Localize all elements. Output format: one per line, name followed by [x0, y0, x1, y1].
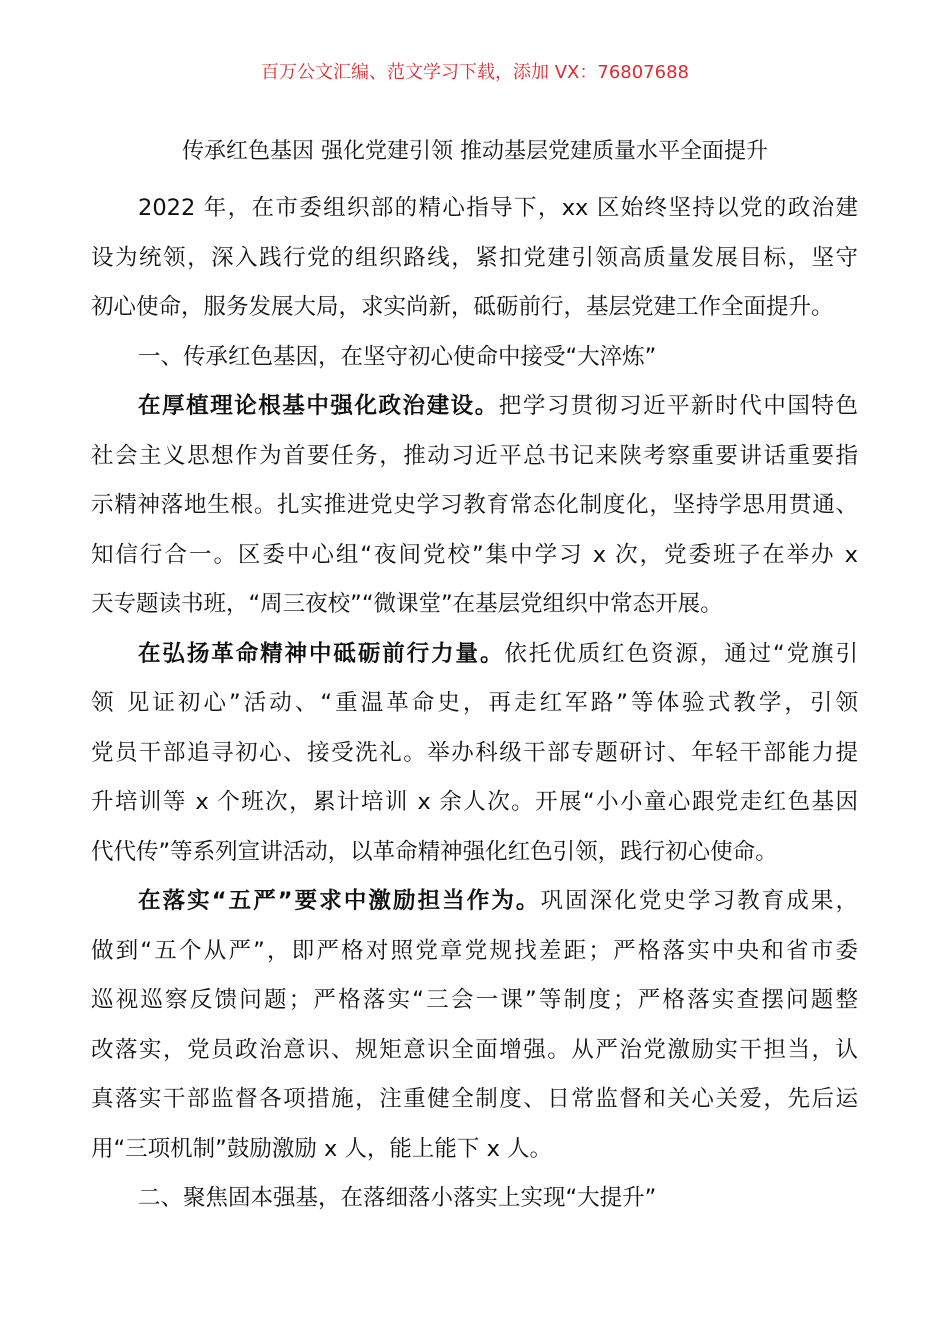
paragraph-line	[91, 388, 858, 438]
line-text: 用“三项机制”鼓励激励 x 人，能上能下 x 人。	[91, 1135, 553, 1162]
line-text: 巡视巡察反馈问题；严格落实“三会一课”等制度；严格落实查摆问题整	[91, 987, 858, 1013]
line-text: 知信行合一。区委中心组“夜间党校”集中学习 x 次，党委班子在举办 x	[91, 541, 858, 568]
line-text: 一、传承红色基因，在坚守初心使命中接受“大淬炼”	[138, 343, 657, 370]
line-text: 改落实，党员政治意识、规矩意识全面增强。从严治党激励实干担当，认	[91, 1036, 858, 1063]
line-text: 天专题读书班，“周三夜校”“微课堂”在基层党组织中常态开展。	[91, 591, 723, 617]
bold-lead-text: 在落实“五严”要求中激励担当作为。	[138, 888, 541, 914]
paragraph-line	[91, 883, 858, 933]
line-text: 初心使命，服务发展大局，求实尚新，砥砺前行，基层党建工作全面提升。	[91, 294, 834, 320]
paragraph-line	[91, 1081, 858, 1131]
line-text: 升培训等 x 个班次，累计培训 x 余人次。开展“小小童心跟党走红色基因	[91, 789, 858, 815]
document-body	[91, 190, 858, 1230]
paragraph-line	[91, 834, 858, 884]
paragraph-line	[91, 933, 858, 983]
line-text: 巩固深化党史学习教育成果，	[540, 888, 858, 914]
paragraph-line	[91, 339, 858, 389]
paragraph-line	[91, 586, 858, 636]
line-text: 领 见证初心”活动、“重温革命史，再走红军路”等体验式教学，引领	[91, 690, 858, 716]
paragraph-line	[91, 537, 858, 587]
line-text: 2022 年，在市委组织部的精心指导下，xx 区始终坚持以党的政治建	[138, 195, 858, 221]
line-text: 社会主义思想作为首要任务，推动习近平总书记来陕考察重要讲话重要指	[91, 442, 858, 469]
watermark-text: 百万公文汇编、范文学习下载，添加 VX：76807688	[261, 62, 689, 83]
bold-lead-text: 在厚植理论根基中强化政治建设。	[138, 393, 499, 419]
paragraph-line	[91, 487, 858, 537]
document-title: 传承红色基因 强化党建引领 推动基层党建质量水平全面提升	[182, 139, 768, 164]
paragraph-line	[91, 685, 858, 735]
paragraph-line	[91, 1180, 858, 1230]
paragraph-line	[91, 190, 858, 240]
line-text: 设为统领，深入践行党的组织路线，紧扣党建引领高质量发展目标，坚守	[91, 244, 858, 271]
paragraph-line	[91, 982, 858, 1032]
line-text: 把学习贯彻习近平新时代中国特色	[498, 393, 858, 419]
line-text: 二、聚焦固本强基，在落细落小落实上实现“大提升”	[138, 1185, 657, 1211]
bold-lead-text: 在弘扬革命精神中砥砺前行力量。	[138, 640, 505, 667]
paragraph-line	[91, 636, 858, 686]
line-text: 代代传”等系列宣讲活动，以革命精神强化红色引领，践行初心使命。	[91, 838, 778, 865]
line-text: 党员干部追寻初心、接受洗礼。举办科级干部专题研讨、年轻干部能力提	[91, 739, 858, 766]
paragraph-line	[91, 289, 858, 339]
paragraph-line	[91, 784, 858, 834]
line-text: 做到“五个从严”，即严格对照党章党规找差距；严格落实中央和省市委	[91, 937, 858, 964]
line-text: 依托优质红色资源，通过“党旗引	[504, 640, 858, 667]
paragraph-line	[91, 240, 858, 290]
paragraph-line	[91, 1131, 858, 1181]
line-text: 真落实干部监督各项措施，注重健全制度、日常监督和关心关爱，先后运	[91, 1086, 858, 1112]
paragraph-line	[91, 438, 858, 488]
paragraph-line	[91, 735, 858, 785]
line-text: 示精神落地生根。扎实推进党史学习教育常态化制度化，坚持学思用贯通、	[91, 492, 858, 518]
paragraph-line	[91, 1032, 858, 1082]
